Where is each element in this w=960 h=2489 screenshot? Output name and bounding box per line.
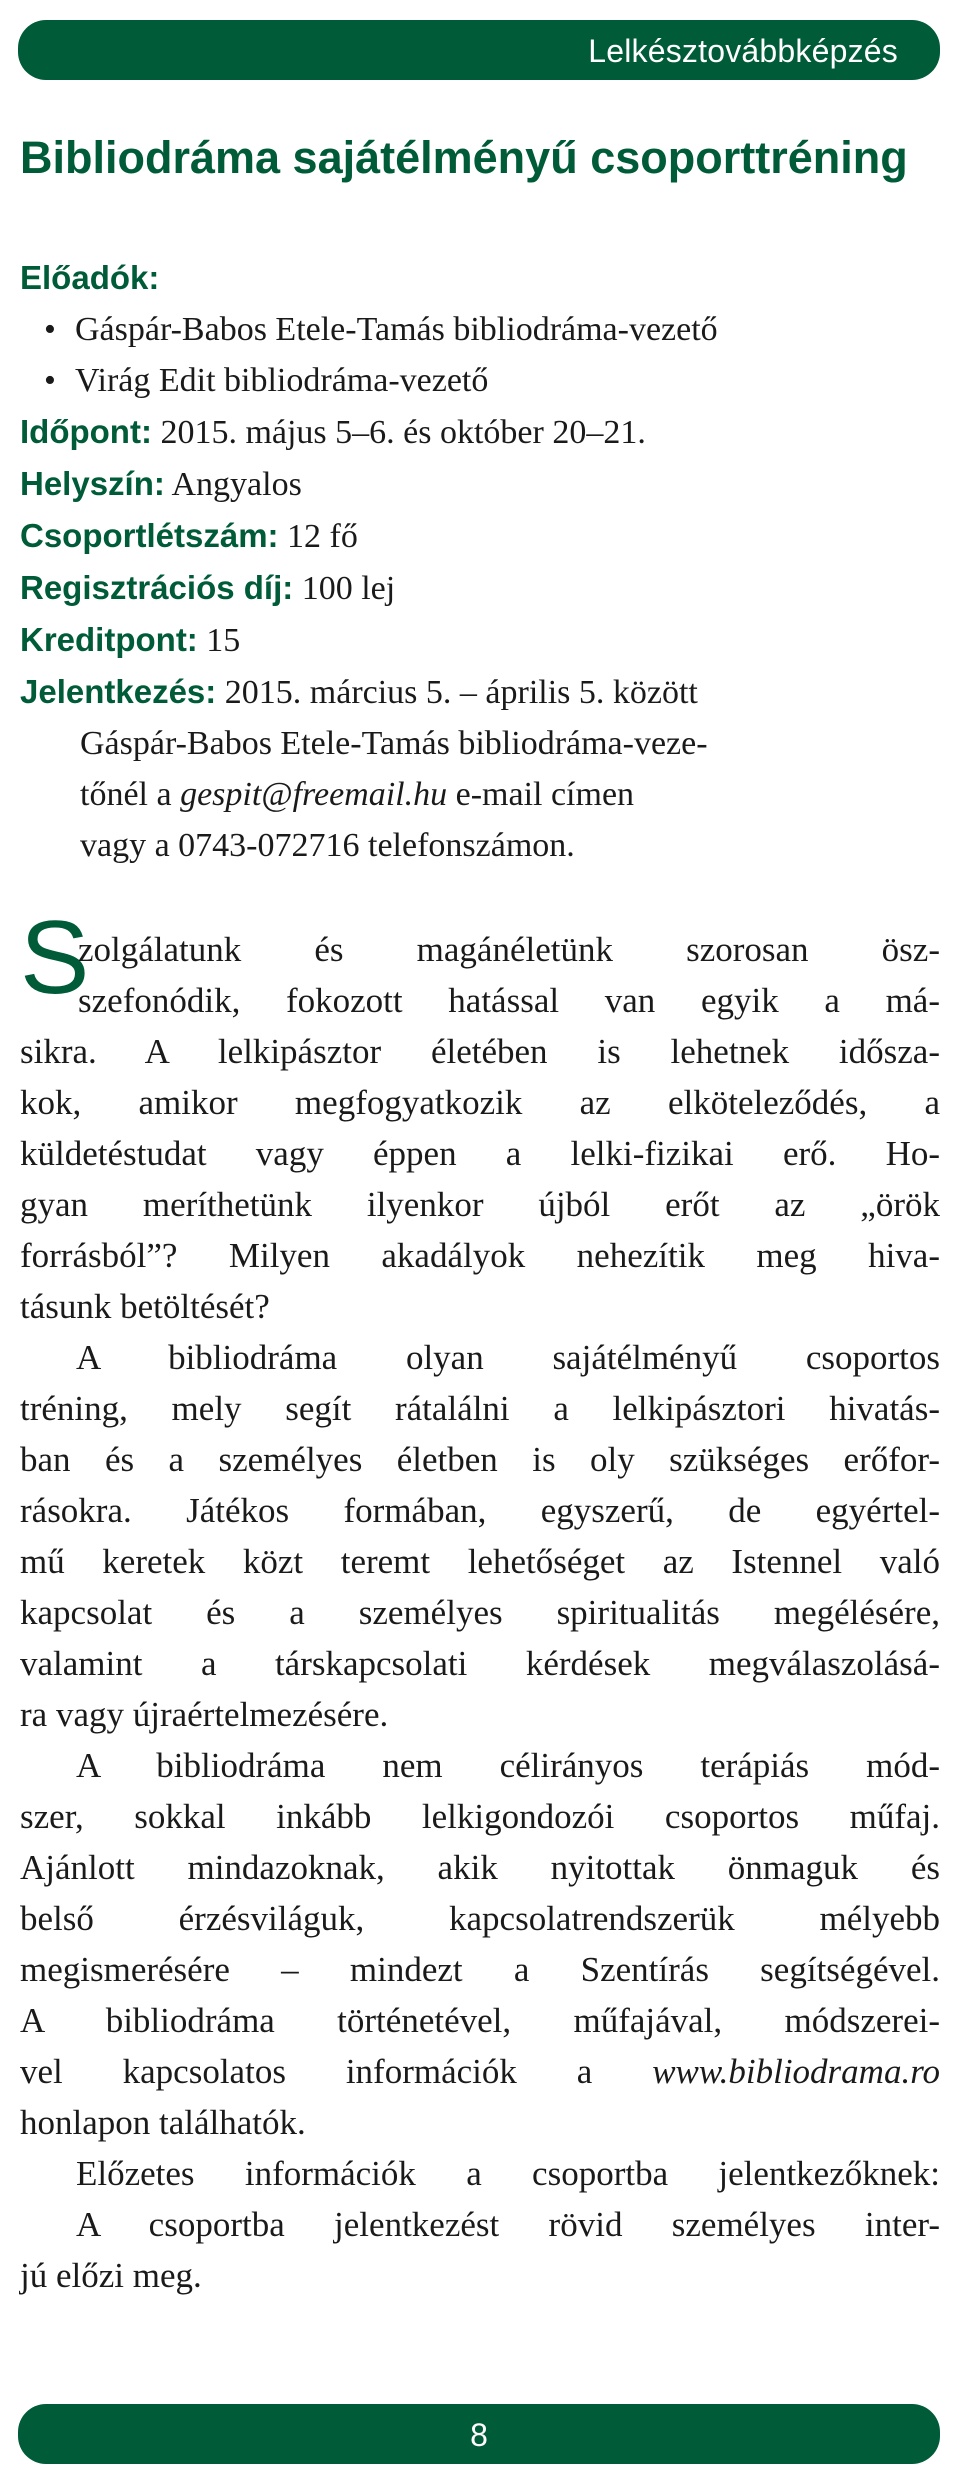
paragraph-line: rásokra. Játékos formában, egyszerű, de egyértel- (20, 1491, 940, 1530)
paragraph-line: Ajánlott mindazoknak, akik nyitottak önmaguk és (20, 1848, 940, 1887)
apply-line: 2015. március 5. – április 5. között (224, 674, 698, 711)
header-bar (18, 20, 940, 80)
paragraph-line: zolgálatunk és magánéletünk szorosan ösz- (78, 930, 940, 969)
body-text (20, 924, 940, 2301)
event-info (20, 252, 940, 871)
fee-value: 100 lej (301, 570, 396, 607)
paragraph-line: kapcsolat és a személyes spiritualitás megélésére, (20, 1593, 940, 1632)
presenters-heading (20, 252, 940, 304)
group-size-key: Csoportlétszám: (20, 517, 279, 554)
paragraph-line: mű keretek közt teremt lehetőséget az Istennel való (20, 1542, 940, 1581)
credit-row (20, 614, 940, 666)
apply-text: e-mail címen (455, 776, 635, 813)
paragraph-line: A bibliodráma nem célirányos terápiás mód- (76, 1746, 940, 1785)
paragraph-line: forrásból”? Milyen akadályok nehezítik meg hiva- (20, 1236, 940, 1275)
group-size-row (20, 510, 940, 562)
paragraph-line: A bibliodráma olyan sajátélményű csoportos (76, 1338, 940, 1377)
paragraph-text: vel kapcsolatos információk a (20, 2052, 593, 2091)
paragraph-line: belső érzésviláguk, kapcsolatrendszerük mélyebb (20, 1899, 940, 1938)
paragraph-line: tásunk betöltését? (20, 1287, 270, 1326)
email-link[interactable]: gespit@freemail.hu (180, 776, 448, 813)
paragraph-line: tréning, mely segít rátalálni a lelkipásztori hivatás- (20, 1389, 940, 1428)
apply-row (20, 666, 940, 718)
footer-bar (18, 2404, 940, 2464)
bullet-icon: • (44, 311, 56, 348)
place-value: Angyalos (171, 466, 302, 503)
group-size-value: 12 fő (287, 518, 358, 555)
presenter-item (20, 355, 940, 406)
paragraph-line: honlapon találhatók. (20, 2103, 306, 2142)
paragraph-line: gyan meríthetünk ilyenkor újból erőt az „örök (20, 1185, 940, 1224)
section-label: Lelkésztovábbképzés (588, 33, 898, 69)
time-key: Időpont: (20, 413, 152, 450)
paragraph-line: sikra. A lelkipásztor életében is lehetnek idősza- (20, 1032, 940, 1071)
time-row (20, 406, 940, 458)
paragraph-line: ban és a személyes életben is oly szükséges erőfor- (20, 1440, 940, 1479)
credit-value: 15 (206, 622, 241, 659)
presenter-name: Virág Edit bibliodráma-vezető (75, 362, 489, 399)
presenter-item (20, 304, 940, 355)
presenters-key: Előadók: (20, 259, 160, 296)
apply-text: tőnél a (80, 776, 172, 813)
paragraph-line: küldetéstudat vagy éppen a lelki-fizikai erő. Ho- (20, 1134, 940, 1173)
paragraph-line: jú előzi meg. (20, 2256, 202, 2295)
website-link[interactable]: www.bibliodrama.ro (652, 2052, 941, 2091)
fee-row (20, 562, 940, 614)
paragraph-line: A csoportba jelentkezést rövid személyes inter- (76, 2205, 940, 2244)
paragraph-line: A bibliodráma történetével, műfajával, módszerei- (20, 2001, 940, 2040)
paragraph-line: Előzetes információk a csoportba jelentkezőknek: (76, 2154, 940, 2193)
paragraph-line: szer, sokkal inkább lelkigondozói csoportos műfaj. (20, 1797, 940, 1836)
paragraph-line: valamint a társkapcsolati kérdések megválaszolásá- (20, 1644, 940, 1683)
apply-key: Jelentkezés: (20, 673, 217, 710)
page-title: Bibliodráma sajátélményű csoporttréning (20, 132, 908, 183)
paragraph-line-with-link (20, 2046, 940, 2097)
presenter-name: Gáspár-Babos Etele-Tamás bibliodráma-vezető (75, 311, 718, 348)
place-key: Helyszín: (20, 465, 165, 502)
fee-key: Regisztrációs díj: (20, 569, 294, 606)
time-value: 2015. május 5–6. és október 20–21. (160, 414, 646, 451)
apply-contact-line (20, 769, 940, 820)
place-row (20, 458, 940, 510)
paragraph-line: megismerésére – mindezt a Szentírás segítségével. (20, 1950, 940, 1989)
apply-line: Gáspár-Babos Etele-Tamás bibliodráma-veze- (80, 725, 708, 762)
page-number: 8 (470, 2417, 488, 2453)
drop-cap: S (20, 900, 90, 1016)
paragraph-line: ra vagy újraértelmezésére. (20, 1695, 389, 1734)
paragraph-line: kok, amikor megfogyatkozik az elköteleződés, a (20, 1083, 940, 1122)
apply-line: vagy a 0743-072716 telefonszámon. (80, 827, 575, 864)
bullet-icon: • (44, 362, 56, 399)
credit-key: Kreditpont: (20, 621, 198, 658)
paragraph-line: szefonódik, fokozott hatással van egyik a má- (78, 981, 940, 1020)
